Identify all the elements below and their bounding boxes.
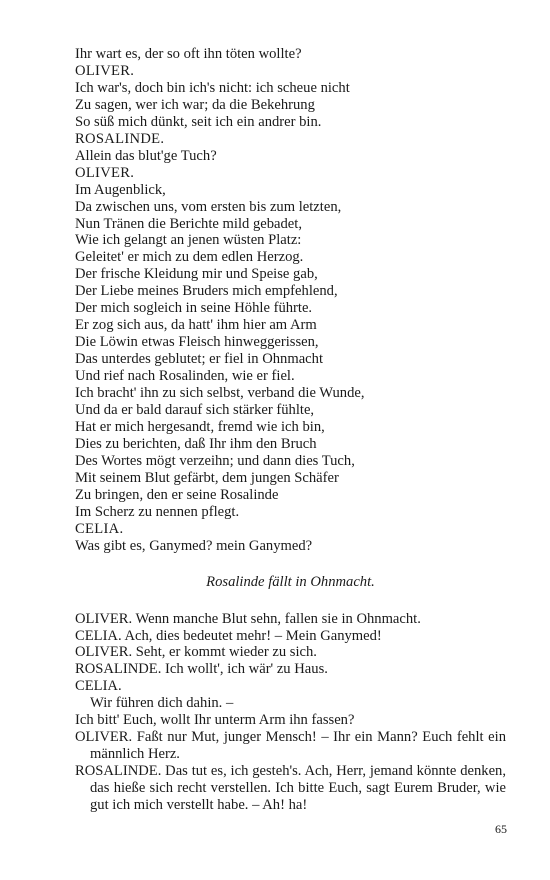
prose-speech: OLIVER. Faßt nur Mut, junger Mensch! – Ihr ein Mann? Euch fehlt ein männlich Herz. [75,729,506,763]
verse-line: Allein das blut'ge Tuch? [75,147,217,164]
dialogue-block-verse [75,46,506,555]
verse-line: Des Wortes mögt verzeihn; und dann dies Tuch, [75,452,355,469]
speaker-name: ROSALINDE. [75,130,165,147]
dialogue-line: ROSALINDE. Ich wollt', ich wär' zu Haus. [75,661,328,678]
verse-line: Hat er mich hergesandt, fremd wie ich bin, [75,418,325,435]
speaker-name: OLIVER. [75,164,135,181]
verse-line: Was gibt es, Ganymed? mein Ganymed? [75,537,313,554]
dialogue-line: Wir führen dich dahin. – [90,695,234,712]
prose-speech: ROSALINDE. Das tut es, ich gesteh's. Ach, Herr, jemand könnte denken, das hieße sich recht verstellen. Ich bitte Euch, sagt Eurem Bruder, wie gut ich mich verstellt habe. – Ah! ha! [75,763,506,814]
dialogue-line: Ich bitt' Euch, wollt Ihr unterm Arm ihn fassen? [75,712,355,729]
verse-line: Er zog sich aus, da hatt' ihm hier am Arm [75,317,317,334]
verse-line: Der mich sogleich in seine Höhle führte. [75,300,313,317]
speaker-name: OLIVER. [75,62,135,79]
verse-line: Dies zu berichten, daß Ihr ihm den Bruch [75,435,317,452]
speaker-name: CELIA. [75,520,124,537]
dialogue-line: OLIVER. Seht, er kommt wieder zu sich. [75,644,317,661]
verse-line: Ihr wart es, der so oft ihn töten wollte? [75,46,302,62]
verse-line: Die Löwin etwas Fleisch hinweggerissen, [75,334,319,351]
verse-line: Der frische Kleidung mir und Speise gab, [75,266,318,283]
verse-line: Und da er bald darauf sich stärker fühlte, [75,402,315,419]
dialogue-block-short-lines [75,611,506,730]
verse-line: Der Liebe meines Bruders mich empfehlend, [75,283,338,300]
verse-line: Zu sagen, wer ich war; da die Bekehrung [75,96,315,113]
verse-line: So süß mich dünkt, seit ich ein andrer bin. [75,113,322,130]
dialogue-block-prose [75,729,506,814]
verse-line: Ich war's, doch bin ich's nicht: ich scheue nicht [75,79,350,96]
verse-line: Geleitet' er mich zu dem edlen Herzog. [75,249,304,266]
verse-line: Ich bracht' ihn zu sich selbst, verband die Wunde, [75,385,365,402]
verse-line: Nun Tränen die Berichte mild gebadet, [75,215,302,232]
verse-line: Im Augenblick, [75,181,166,198]
verse-line: Das unterdes geblutet; er fiel in Ohnmacht [75,351,324,368]
verse-line: Und rief nach Rosalinden, wie er fiel. [75,368,295,385]
stage-direction: Rosalinde fällt in Ohnmacht. [206,573,375,590]
dialogue-line: CELIA. [75,678,122,695]
dialogue-line: OLIVER. Wenn manche Blut sehn, fallen sie in Ohnmacht. [75,610,421,627]
verse-line: Zu bringen, den er seine Rosalinde [75,486,279,503]
verse-line: Wie ich gelangt an jenen wüsten Platz: [75,232,302,249]
page-text [75,46,506,814]
page-number: 65 [495,822,507,836]
verse-line: Da zwischen uns, vom ersten bis zum letzten, [75,198,342,215]
verse-line: Mit seinem Blut gefärbt, dem jungen Schäfer [75,469,339,486]
verse-line: Im Scherz zu nennen pflegt. [75,503,240,520]
dialogue-line: CELIA. Ach, dies bedeutet mehr! – Mein Ganymed! [75,627,382,644]
